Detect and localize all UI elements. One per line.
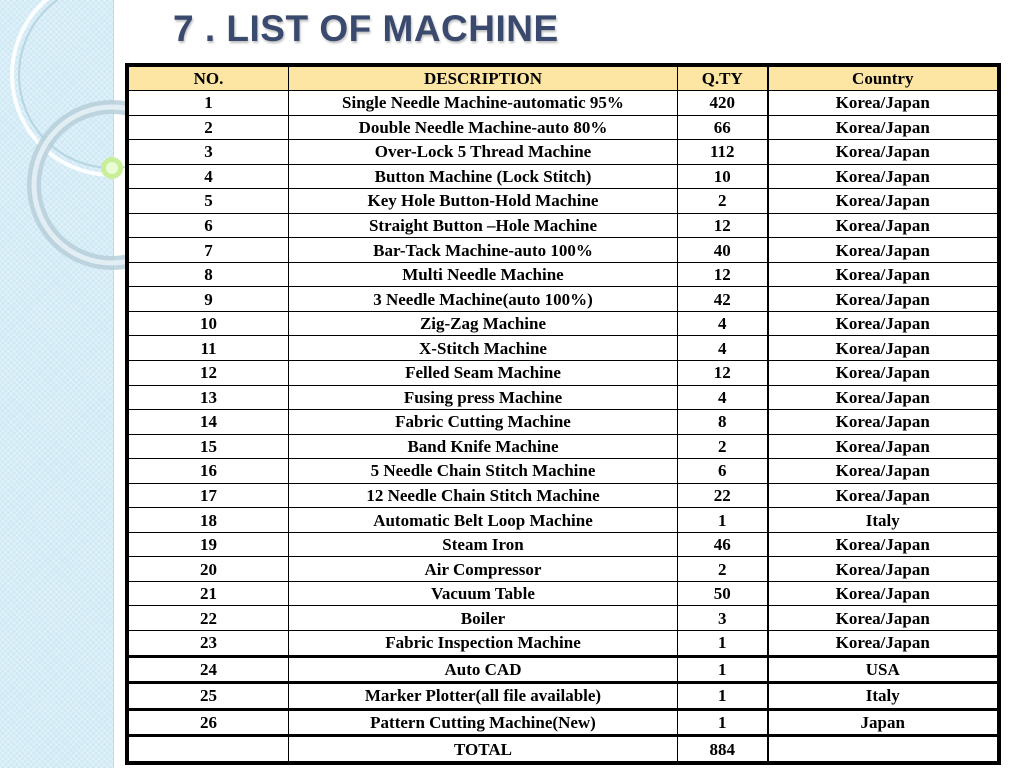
table-row <box>129 483 998 508</box>
cell-country: Korea/Japan <box>768 410 998 435</box>
cell-no <box>129 736 289 762</box>
cell-no: 9 <box>129 287 289 312</box>
table-row <box>129 606 998 631</box>
cell-description: Fabric Inspection Machine <box>289 631 678 657</box>
cell-description: Marker Plotter(all file available) <box>289 683 678 710</box>
cell-country: Korea/Japan <box>768 311 998 336</box>
cell-no: 5 <box>129 189 289 214</box>
table-row <box>129 164 998 189</box>
cell-qty: 2 <box>678 434 768 459</box>
cell-description: Multi Needle Machine <box>289 262 678 287</box>
cell-country: Korea/Japan <box>768 91 998 116</box>
cell-description: Double Needle Machine-auto 80% <box>289 115 678 140</box>
cell-country: Korea/Japan <box>768 459 998 484</box>
cell-country: USA <box>768 656 998 683</box>
cell-qty: 12 <box>678 213 768 238</box>
cell-description: Felled Seam Machine <box>289 361 678 386</box>
table-row <box>129 557 998 582</box>
cell-qty: 2 <box>678 557 768 582</box>
cell-description: X-Stitch Machine <box>289 336 678 361</box>
cell-no: 13 <box>129 385 289 410</box>
cell-no: 21 <box>129 581 289 606</box>
cell-country: Korea/Japan <box>768 164 998 189</box>
cell-country: Korea/Japan <box>768 581 998 606</box>
cell-qty: 1 <box>678 631 768 657</box>
cell-country: Korea/Japan <box>768 238 998 263</box>
cell-qty: 8 <box>678 410 768 435</box>
cell-no: 25 <box>129 683 289 710</box>
table-row <box>129 189 998 214</box>
cell-no: 24 <box>129 656 289 683</box>
cell-qty: 66 <box>678 115 768 140</box>
table-row <box>129 631 998 657</box>
table-row <box>129 683 998 710</box>
cell-no: 22 <box>129 606 289 631</box>
header-qty: Q.TY <box>678 67 768 91</box>
cell-no: 2 <box>129 115 289 140</box>
table-row <box>129 361 998 386</box>
cell-qty: 50 <box>678 581 768 606</box>
cell-country: Korea/Japan <box>768 361 998 386</box>
table-row <box>129 213 998 238</box>
cell-description: Zig-Zag Machine <box>289 311 678 336</box>
cell-country: Japan <box>768 709 998 736</box>
cell-description: 3 Needle Machine(auto 100%) <box>289 287 678 312</box>
cell-country: Italy <box>768 508 998 533</box>
cell-no: 20 <box>129 557 289 582</box>
cell-country: Korea/Japan <box>768 631 998 657</box>
table-row <box>129 385 998 410</box>
cell-qty: 4 <box>678 336 768 361</box>
cell-qty: 22 <box>678 483 768 508</box>
cell-no: 23 <box>129 631 289 657</box>
cell-no: 6 <box>129 213 289 238</box>
cell-qty: 3 <box>678 606 768 631</box>
cell-qty: 10 <box>678 164 768 189</box>
cell-description: 5 Needle Chain Stitch Machine <box>289 459 678 484</box>
cell-qty: 4 <box>678 385 768 410</box>
cell-description: Straight Button –Hole Machine <box>289 213 678 238</box>
cell-description: Pattern Cutting Machine(New) <box>289 709 678 736</box>
cell-no: 16 <box>129 459 289 484</box>
cell-description: Single Needle Machine-automatic 95% <box>289 91 678 116</box>
cell-description: Bar-Tack Machine-auto 100% <box>289 238 678 263</box>
cell-country: Korea/Japan <box>768 483 998 508</box>
cell-description: Fusing press Machine <box>289 385 678 410</box>
cell-qty: 1 <box>678 709 768 736</box>
cell-country: Korea/Japan <box>768 557 998 582</box>
cell-country: Korea/Japan <box>768 532 998 557</box>
cell-qty: 884 <box>678 736 768 762</box>
cell-country: Korea/Japan <box>768 262 998 287</box>
cell-qty: 46 <box>678 532 768 557</box>
cell-qty: 4 <box>678 311 768 336</box>
cell-description: Key Hole Button-Hold Machine <box>289 189 678 214</box>
cell-country: Korea/Japan <box>768 606 998 631</box>
cell-country: Korea/Japan <box>768 385 998 410</box>
cell-no: 4 <box>129 164 289 189</box>
cell-qty: 40 <box>678 238 768 263</box>
cell-description: TOTAL <box>289 736 678 762</box>
table-row <box>129 140 998 165</box>
cell-no: 11 <box>129 336 289 361</box>
cell-no: 7 <box>129 238 289 263</box>
cell-no: 18 <box>129 508 289 533</box>
cell-no: 15 <box>129 434 289 459</box>
table-row <box>129 311 998 336</box>
table-row <box>129 434 998 459</box>
cell-qty: 1 <box>678 683 768 710</box>
cell-no: 19 <box>129 532 289 557</box>
table-row <box>129 410 998 435</box>
page-title: 7 . LIST OF MACHINE <box>173 8 559 49</box>
cell-description: Button Machine (Lock Stitch) <box>289 164 678 189</box>
cell-description: 12 Needle Chain Stitch Machine <box>289 483 678 508</box>
cell-no: 10 <box>129 311 289 336</box>
cell-qty: 1 <box>678 656 768 683</box>
table-row <box>129 115 998 140</box>
cell-qty: 420 <box>678 91 768 116</box>
cell-qty: 42 <box>678 287 768 312</box>
cell-qty: 6 <box>678 459 768 484</box>
cell-country: Korea/Japan <box>768 213 998 238</box>
cell-no: 14 <box>129 410 289 435</box>
cell-description: Automatic Belt Loop Machine <box>289 508 678 533</box>
header-country: Country <box>768 67 998 91</box>
cell-country: Korea/Japan <box>768 189 998 214</box>
cell-country: Korea/Japan <box>768 140 998 165</box>
table-row <box>129 581 998 606</box>
cell-qty: 1 <box>678 508 768 533</box>
cell-country: Korea/Japan <box>768 115 998 140</box>
cell-country: Italy <box>768 683 998 710</box>
header-description: DESCRIPTION <box>289 67 678 91</box>
header-no: NO. <box>129 67 289 91</box>
cell-country: Korea/Japan <box>768 287 998 312</box>
cell-description: Steam Iron <box>289 532 678 557</box>
cell-no: 3 <box>129 140 289 165</box>
cell-description: Band Knife Machine <box>289 434 678 459</box>
cell-no: 26 <box>129 709 289 736</box>
total-row <box>129 736 998 762</box>
table-row <box>129 336 998 361</box>
cell-country <box>768 736 998 762</box>
cell-qty: 112 <box>678 140 768 165</box>
table-row <box>129 238 998 263</box>
cell-qty: 12 <box>678 361 768 386</box>
cell-no: 8 <box>129 262 289 287</box>
table-row <box>129 287 998 312</box>
cell-no: 17 <box>129 483 289 508</box>
table-row <box>129 508 998 533</box>
machine-list-table <box>125 63 1001 765</box>
cell-description: Vacuum Table <box>289 581 678 606</box>
cell-country: Korea/Japan <box>768 336 998 361</box>
cell-description: Auto CAD <box>289 656 678 683</box>
cell-description: Boiler <box>289 606 678 631</box>
cell-description: Over-Lock 5 Thread Machine <box>289 140 678 165</box>
cell-no: 12 <box>129 361 289 386</box>
cell-description: Fabric Cutting Machine <box>289 410 678 435</box>
cell-no: 1 <box>129 91 289 116</box>
cell-country: Korea/Japan <box>768 434 998 459</box>
table-header-row <box>129 67 998 91</box>
cell-qty: 2 <box>678 189 768 214</box>
table-row <box>129 532 998 557</box>
table-row <box>129 262 998 287</box>
table-row <box>129 709 998 736</box>
table-row <box>129 656 998 683</box>
cell-qty: 12 <box>678 262 768 287</box>
table-row <box>129 91 998 116</box>
table-row <box>129 459 998 484</box>
cell-description: Air Compressor <box>289 557 678 582</box>
